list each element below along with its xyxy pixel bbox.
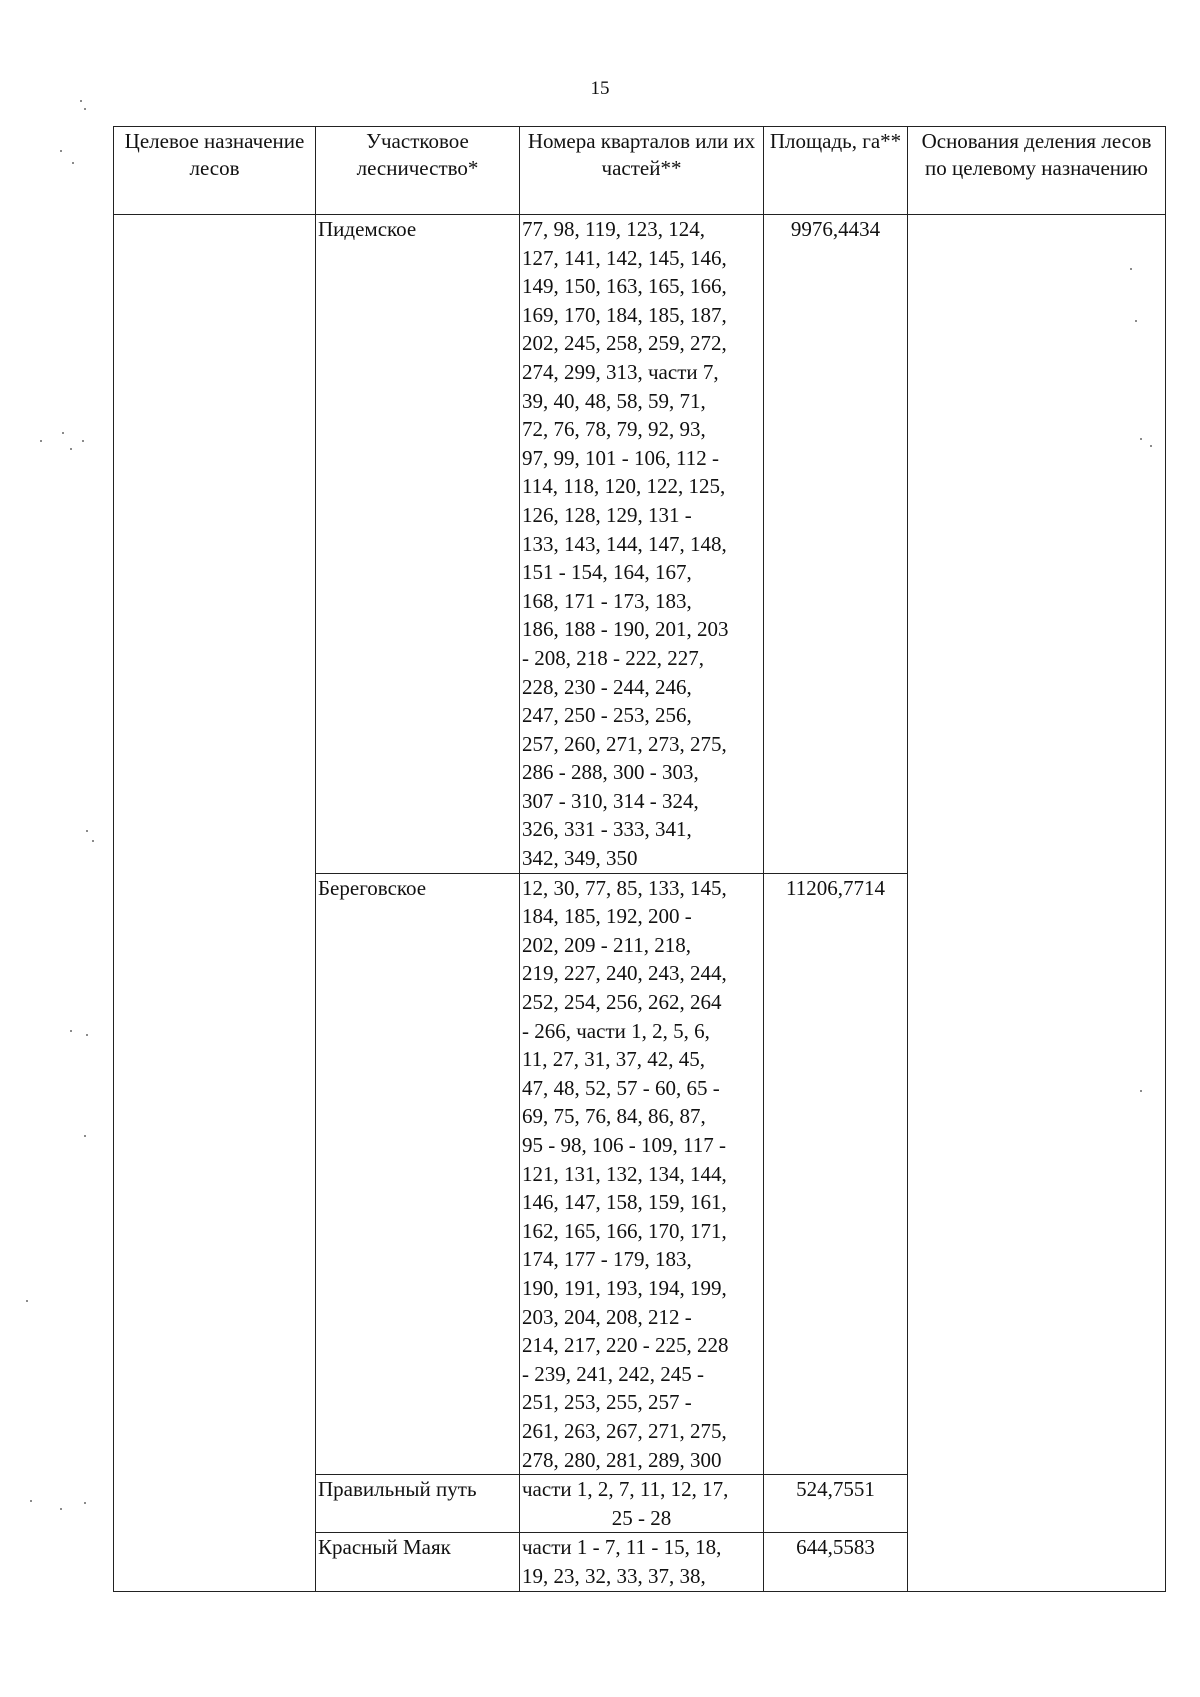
quarters-line: 202, 245, 258, 259, 272, xyxy=(522,331,727,356)
quarters-line: 286 - 288, 300 - 303, xyxy=(522,760,699,785)
quarters-line: 168, 171 - 173, 183, xyxy=(522,588,692,613)
quarters-line: 11, 27, 31, 37, 42, 45, xyxy=(522,1047,705,1072)
quarters-line: 151 - 154, 164, 167, xyxy=(522,560,692,585)
quarters-line: 19, 23, 32, 33, 37, 38, xyxy=(522,1563,706,1588)
quarters-line: 25 - 28 xyxy=(611,1505,672,1530)
quarters-line: 190, 191, 193, 194, 199, xyxy=(522,1275,727,1300)
quarters-line: 95 - 98, 106 - 109, 117 - xyxy=(522,1133,726,1157)
cell-basis xyxy=(908,215,1166,1592)
quarters-line: 121, 131, 132, 134, 144, xyxy=(522,1161,727,1186)
header-area: Площадь, га** xyxy=(764,127,908,215)
cell-forestry: Правильный путь xyxy=(316,1475,520,1533)
quarters-line: 169, 170, 184, 185, 187, xyxy=(522,302,727,327)
cell-forestry: Пидемское xyxy=(316,215,520,874)
quarters-line: 39, 40, 48, 58, 59, 71, xyxy=(522,388,706,413)
quarters-line: 114, 118, 120, 122, 125, xyxy=(522,474,726,499)
header-quarters: Номера кварталов или их частей** xyxy=(520,127,764,215)
quarters-line: 214, 217, 220 - 225, 228 xyxy=(522,1333,729,1358)
quarters-line: 257, 260, 271, 273, 275, xyxy=(522,731,727,756)
cell-quarters xyxy=(520,1475,764,1533)
cell-forestry: Красный Маяк xyxy=(316,1533,520,1591)
quarters-line: части 1 - 7, 11 - 15, 18, xyxy=(522,1535,722,1560)
cell-area: 524,7551 xyxy=(764,1475,908,1533)
page-number: 15 xyxy=(590,78,610,99)
quarters-line: 127, 141, 142, 145, 146, xyxy=(522,245,727,270)
header-forestry: Участковое лесничество* xyxy=(316,127,520,215)
cell-quarters xyxy=(520,215,764,874)
table-body xyxy=(114,215,1166,1592)
cell-area: 9976,4434 xyxy=(764,215,908,874)
cell-forestry: Береговское xyxy=(316,873,520,1474)
quarters-line: 146, 147, 158, 159, 161, xyxy=(522,1190,727,1215)
quarters-line: 186, 188 - 190, 201, 203 xyxy=(522,617,729,642)
quarters-line: 252, 254, 256, 262, 264 xyxy=(522,990,722,1015)
header-purpose: Целевое назначение лесов xyxy=(114,127,316,215)
cell-quarters xyxy=(520,873,764,1474)
quarters-line: 69, 75, 76, 84, 86, 87, xyxy=(522,1104,706,1129)
quarters-line: 174, 177 - 179, 183, xyxy=(522,1247,692,1272)
quarters-line: 219, 227, 240, 243, 244, xyxy=(522,961,727,986)
quarters-line: 247, 250 - 253, 256, xyxy=(522,703,692,728)
cell-area: 644,5583 xyxy=(764,1533,908,1591)
quarters-line: 126, 128, 129, 131 - xyxy=(522,502,692,527)
quarters-line: 274, 299, 313, части 7, xyxy=(522,359,719,384)
quarters-line: 228, 230 - 244, 246, xyxy=(522,674,692,699)
quarters-line: - 208, 218 - 222, 227, xyxy=(522,645,704,670)
quarters-line: 307 - 310, 314 - 324, xyxy=(522,788,699,813)
quarters-line: 133, 143, 144, 147, 148, xyxy=(522,531,727,556)
cell-purpose xyxy=(114,215,316,1592)
quarters-line: 77, 98, 119, 123, 124, xyxy=(522,217,705,241)
quarters-line: 184, 185, 192, 200 - xyxy=(522,904,692,929)
quarters-line: 149, 150, 163, 165, 166, xyxy=(522,274,727,299)
quarters-line: 326, 331 - 333, 341, xyxy=(522,817,692,842)
quarters-line: части 1, 2, 7, 11, 12, 17, xyxy=(522,1477,729,1502)
quarters-line: 251, 253, 255, 257 - xyxy=(522,1390,692,1415)
quarters-line: 47, 48, 52, 57 - 60, 65 - xyxy=(522,1075,720,1100)
quarters-line: - 266, части 1, 2, 5, 6, xyxy=(522,1018,710,1043)
quarters-line: 203, 204, 208, 212 - xyxy=(522,1304,692,1329)
cell-quarters xyxy=(520,1533,764,1591)
quarters-line: 342, 349, 350 xyxy=(522,846,638,871)
quarters-line: 97, 99, 101 - 106, 112 - xyxy=(522,445,719,470)
quarters-line: 261, 263, 267, 271, 275, xyxy=(522,1418,727,1443)
table-row xyxy=(114,215,1166,874)
quarters-line: 278, 280, 281, 289, 300 xyxy=(522,1447,722,1472)
quarters-line: 12, 30, 77, 85, 133, 145, xyxy=(522,875,727,900)
quarters-line: 72, 76, 78, 79, 92, 93, xyxy=(522,417,706,442)
header-basis: Основания деления лесов по целевому назначению xyxy=(908,127,1166,215)
table-header-row xyxy=(114,127,1166,215)
cell-area: 11206,7714 xyxy=(764,873,908,1474)
quarters-line: 162, 165, 166, 170, 171, xyxy=(522,1218,727,1243)
quarters-line: 202, 209 - 211, 218, xyxy=(522,932,691,957)
quarters-line: - 239, 241, 242, 245 - xyxy=(522,1361,704,1386)
forest-purpose-table xyxy=(113,126,1166,1592)
